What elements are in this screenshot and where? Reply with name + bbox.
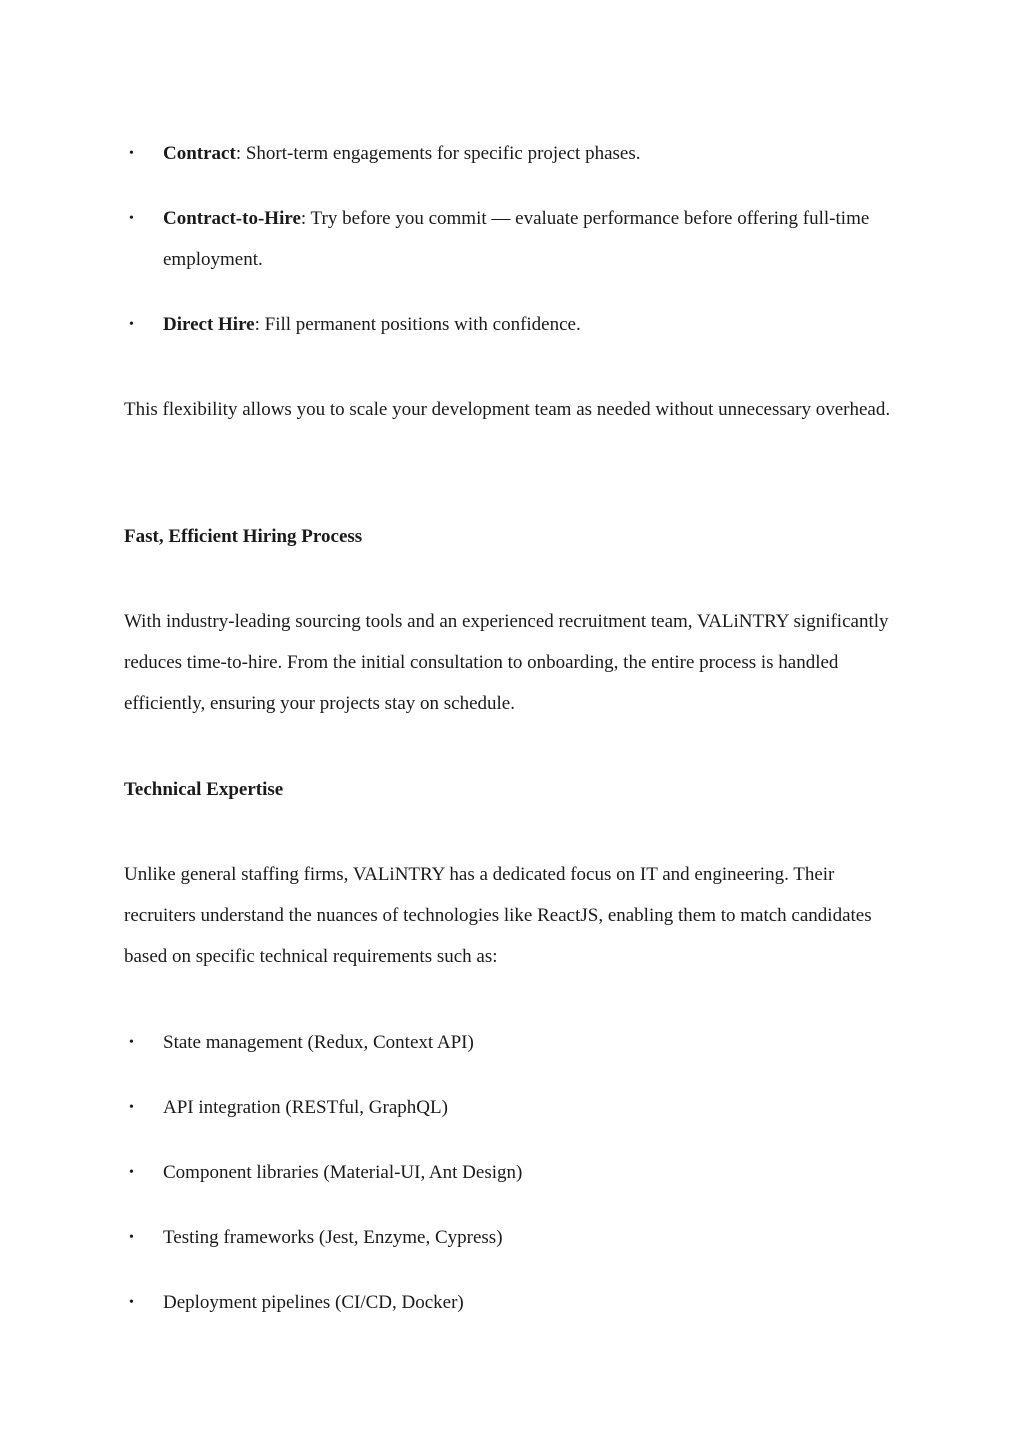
bullet-icon: • (129, 317, 134, 332)
bullet-icon: • (129, 211, 134, 226)
bullet-icon: • (129, 1165, 134, 1180)
list-item-text: State management (Redux, Context API) (163, 1032, 474, 1053)
fast-hiring-paragraph: With industry-leading sourcing tools and an experienced recruitment team, VALiNTRY significantly reduces time-to-hire. From the initial consultation to onboarding, the entire process is handled efficiently, ensuring your projects stay on schedule. (124, 611, 889, 714)
list-item-description: : Fill permanent positions with confidence. (254, 314, 581, 335)
list-item-text: Component libraries (Material-UI, Ant Design) (163, 1162, 523, 1183)
list-item-term: Direct Hire (163, 314, 255, 335)
section-heading-technical-expertise: Technical Expertise (124, 779, 284, 800)
list-item-description: : Short-term engagements for specific project phases. (235, 143, 641, 164)
list-item-text: Testing frameworks (Jest, Enzyme, Cypress) (163, 1227, 503, 1248)
bullet-icon: • (129, 1035, 134, 1050)
list-item-term: Contract-to-Hire (163, 208, 301, 229)
list-item-term: Contract (163, 143, 236, 164)
list-item-text (163, 133, 903, 174)
list-item-text: API integration (RESTful, GraphQL) (163, 1097, 448, 1118)
bullet-icon: • (129, 1100, 134, 1115)
list-item-text (163, 198, 903, 280)
bullet-icon: • (129, 1295, 134, 1310)
technical-expertise-paragraph: Unlike general staffing firms, VALiNTRY has a dedicated focus on IT and engineering. Their recruiters understand the nuances of technologies like ReactJS, enabling them to match candidates based on specific technical requirements such as: (124, 864, 872, 967)
list-item-description: : Try before you commit — evaluate performance before offering full-time employment. (163, 208, 870, 270)
flexibility-paragraph: This flexibility allows you to scale your development team as needed without unnecessary overhead. (124, 399, 891, 420)
list-item-text: Deployment pipelines (CI/CD, Docker) (163, 1292, 464, 1313)
list-item-text (163, 304, 903, 345)
bullet-icon: • (129, 1230, 134, 1245)
section-heading-fast-hiring: Fast, Efficient Hiring Process (124, 526, 363, 547)
bullet-icon: • (129, 146, 134, 161)
